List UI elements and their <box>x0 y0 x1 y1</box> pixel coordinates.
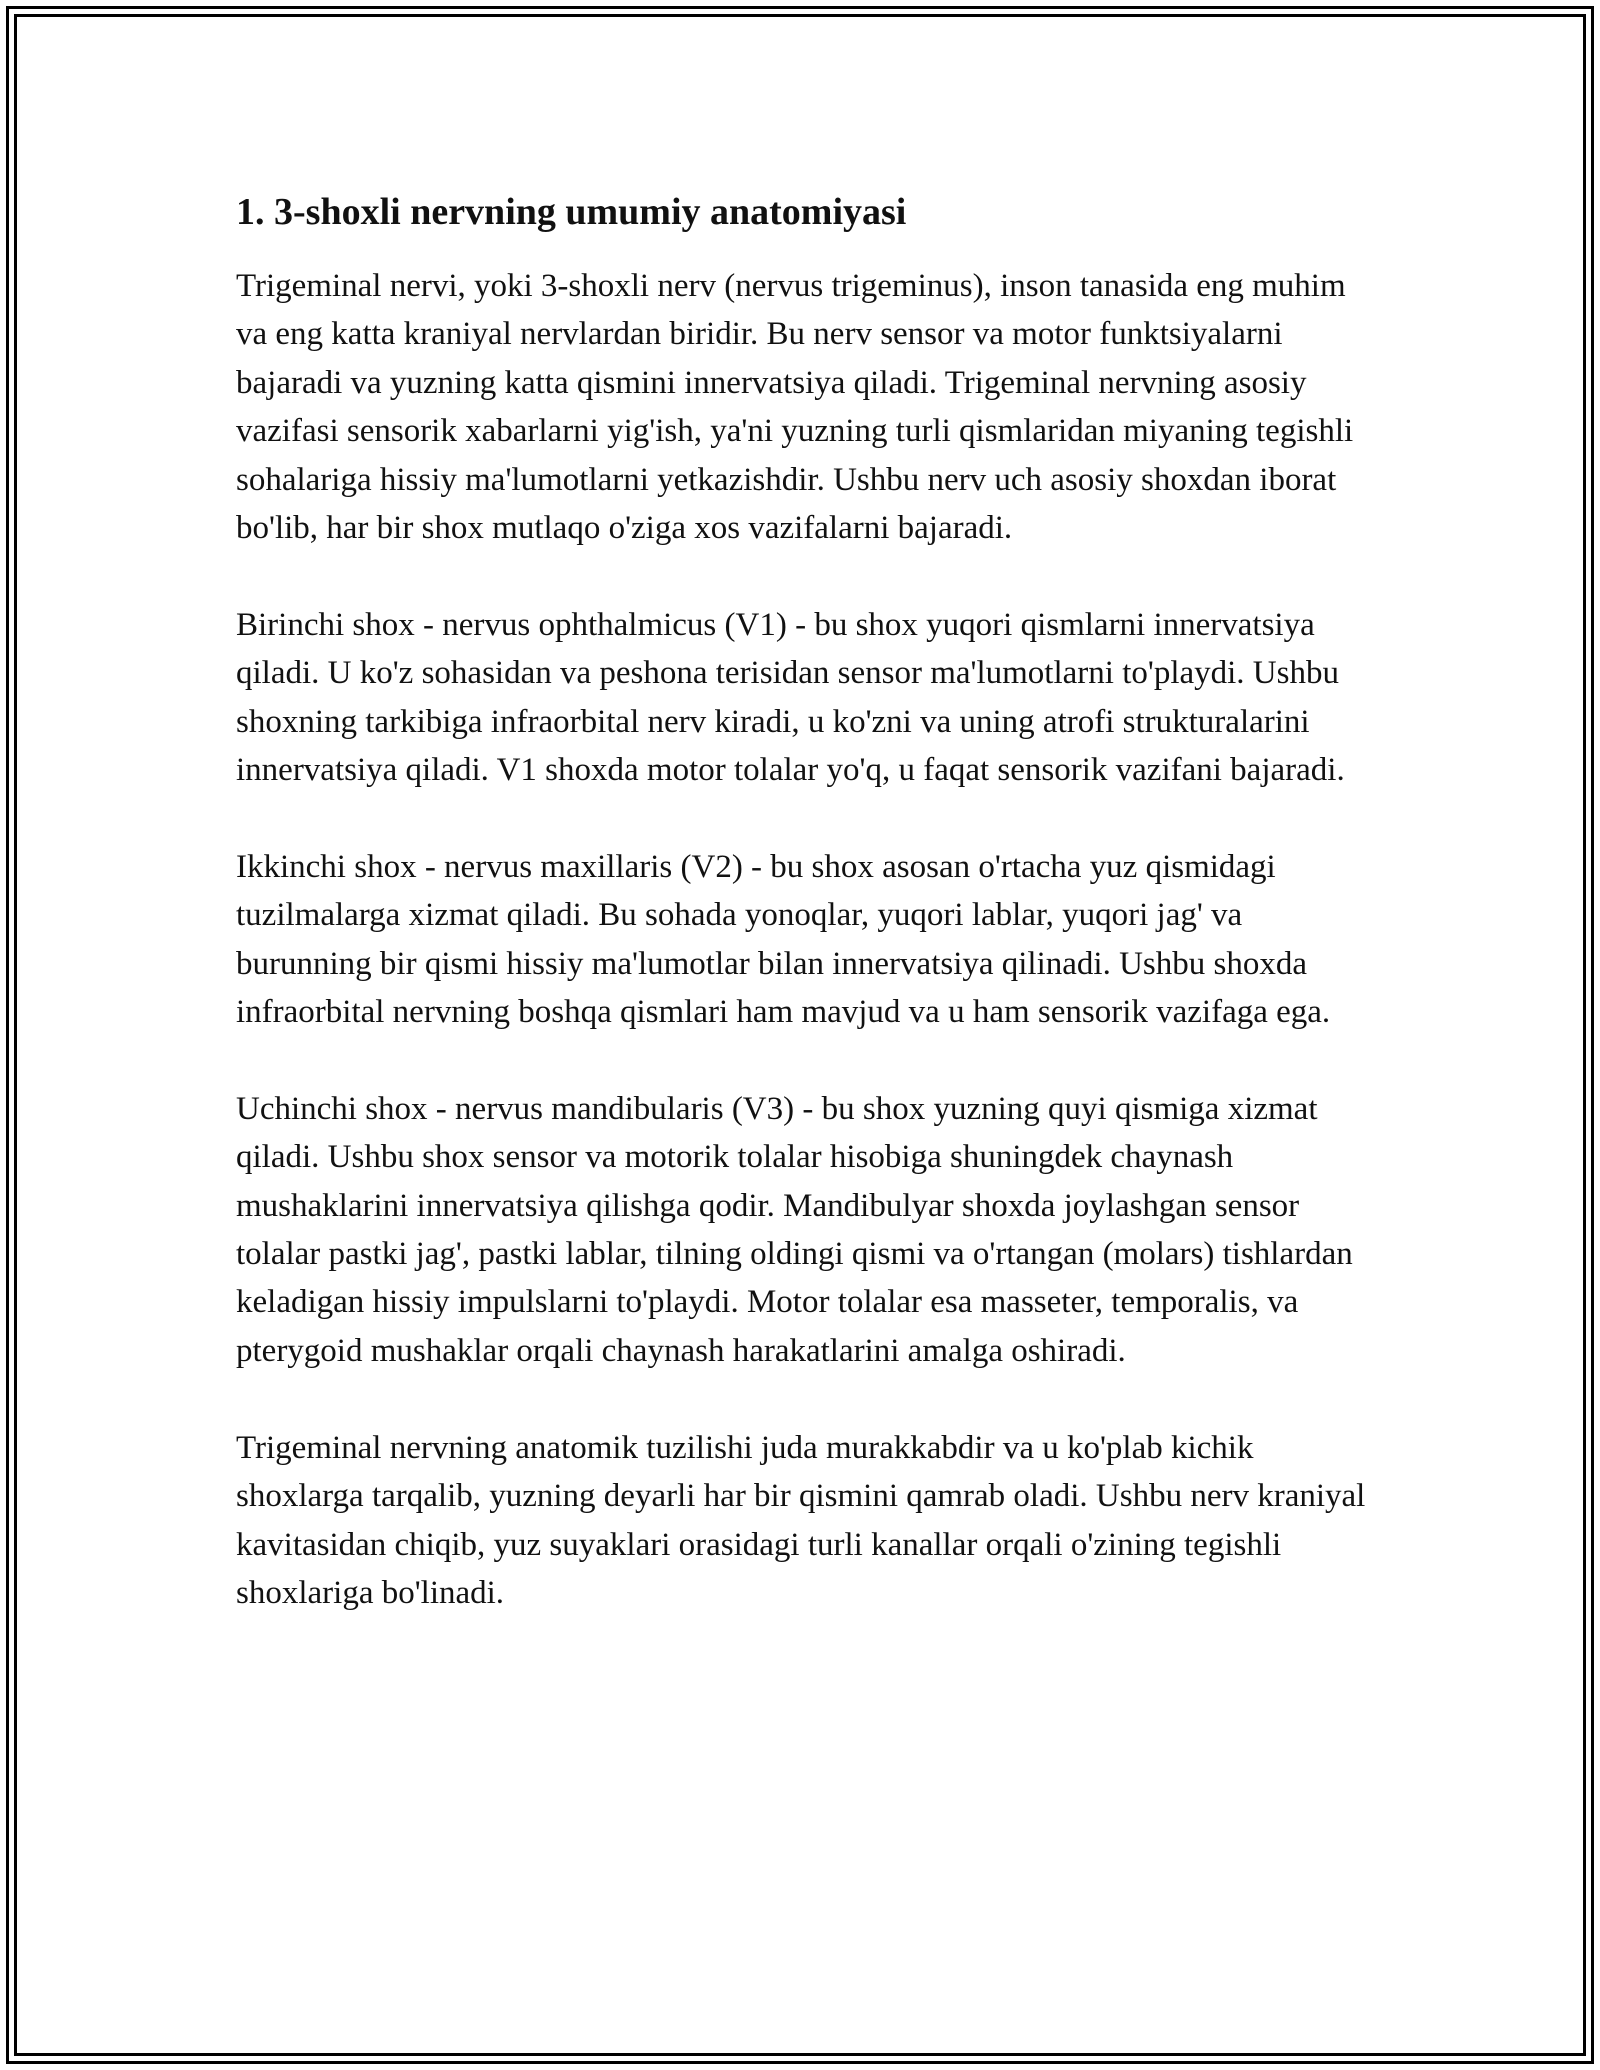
paragraph-anatomy-summary: Trigeminal nervning anatomik tuzilishi juda murakkabdir va u ko'plab kichik shoxlarga tarqalib, yuzning deyarli har bir qismini qamrab oladi. Ushbu nerv kraniyal kavitasidan chiqib, yuz suyaklari orasidagi turli kanallar orqali o'zining tegishli shoxlariga bo'linadi. <box>236 1429 1366 1611</box>
paragraph-intro: Trigeminal nervi, yoki 3-shoxli nerv (nervus trigeminus), inson tanasida eng muhim va eng katta kraniyal nervlardan biridir. Bu nerv sensor va motor funktsiyalarni bajaradi va yuzning katta qismini innervatsiya qiladi. Trigeminal nervning asosiy vazifasi sensorik xabarlarni yig'ish, ya'ni yuzning turli qismlaridan miyaning tegishli sohalariga hissiy ma'lumotlarni yetkazishdir. Ushbu nerv uch asosiy shoxdan iborat bo'lib, har bir shox mutlaqo o'ziga xos vazifalarni bajaradi. <box>236 268 1354 547</box>
page-title: 1. 3-shoxli nervning umumiy anatomiyasi <box>236 191 907 233</box>
document-body <box>236 188 1376 1666</box>
paragraph-v3-mandibularis: Uchinchi shox - nervus mandibularis (V3) - bu shox yuzning quyi qismiga xizmat qiladi. Ushbu shox sensor va motorik tolalar hisobiga shuningdek chaynash mushaklarini innervatsiya qilishga qodir. Mandibulyar shoxda joylashgan sensor tolalar pastki jag', pastki lablar, tilning oldingi qismi va o'rtangan (molars) tishlardan keladigan hissiy impulslarni to'playdi. Motor tolalar esa masseter, temporalis, va pterygoid mushaklar orqali chaynash harakatlarini amalga oshiradi. <box>236 1090 1353 1369</box>
paragraph-v1-ophthalmicus: Birinchi shox - nervus ophthalmicus (V1) - bu shox yuqori qismlarni innervatsiya qiladi. U ko'z sohasidan va peshona terisidan sensor ma'lumotlarni to'playdi. Ushbu shoxning tarkibiga infraorbital nerv kiradi, u ko'zni va uning atrofi strukturalarini innervatsiya qiladi. V1 shoxda motor tolalar yo'q, u faqat sensorik vazifani bajaradi. <box>236 606 1345 789</box>
paragraph-v2-maxillaris: Ikkinchi shox - nervus maxillaris (V2) - bu shox asosan o'rtacha yuz qismidagi tuzilmalarga xizmat qiladi. Bu sohada yonoqlar, yuqori lablar, yuqori jag' va burunning bir qismi hissiy ma'lumotlar bilan innervatsiya qilinadi. Ushbu shoxda infraorbital nervning boshqa qismlari ham mavjud va u ham sensorik vazifaga ega. <box>236 848 1331 1031</box>
